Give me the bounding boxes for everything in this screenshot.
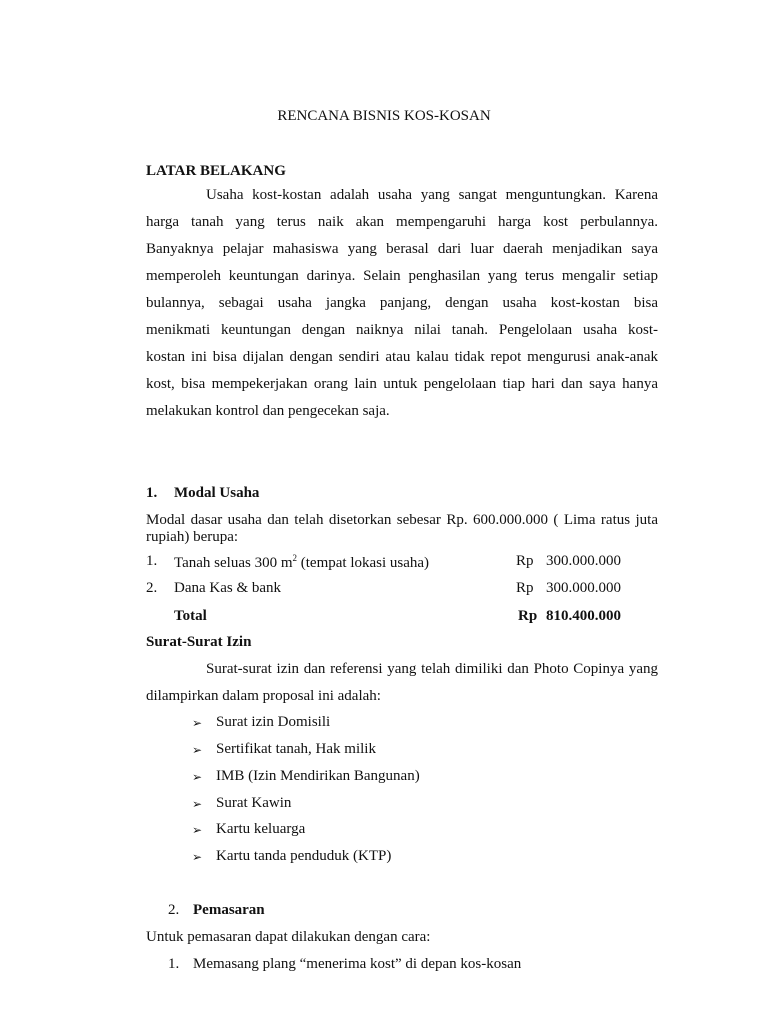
background-line-3: Banyaknya pelajar mahasiswa yang berasal dari luar daerah menjadikan saya bbox=[146, 241, 658, 257]
permits-line-1: Surat-surat izin dan referensi yang telah dimiliki dan Photo Copinya yang bbox=[206, 661, 658, 677]
permits-line-2: dilampirkan dalam proposal ini adalah: bbox=[146, 688, 381, 704]
arrow-bullet-icon: ➢ bbox=[192, 850, 203, 864]
permit-item: Kartu keluarga bbox=[216, 821, 306, 837]
background-line-7: kostan ini bisa dijalan dengan sendiri atau kalau tidak repot mengurusi anak-anak bbox=[146, 349, 658, 365]
marketing-item-text: Memasang plang “menerima kost” di depan kos-kosan bbox=[193, 956, 522, 972]
arrow-bullet-icon: ➢ bbox=[192, 797, 203, 811]
permit-item: Sertifikat tanah, Hak milik bbox=[216, 741, 376, 757]
permit-item: Surat izin Domisili bbox=[216, 714, 331, 730]
marketing-item-number: 1. bbox=[168, 956, 180, 972]
total-currency: Rp bbox=[518, 608, 538, 624]
marketing-heading: Pemasaran bbox=[193, 902, 265, 918]
total-label: Total bbox=[174, 608, 207, 624]
background-line-6: menikmati keuntungan dengan naiknya nilai tanah. Pengelolaan usaha kost- bbox=[146, 322, 658, 338]
arrow-bullet-icon: ➢ bbox=[192, 770, 203, 784]
capital-item-currency: Rp bbox=[516, 580, 534, 596]
arrow-bullet-icon: ➢ bbox=[192, 716, 203, 730]
background-line-9: melakukan kontrol dan pengecekan saja. bbox=[146, 403, 390, 419]
capital-intro-line-1: Modal dasar usaha dan telah disetorkan sebesar Rp. 600.000.000 ( Lima ratus juta bbox=[146, 512, 658, 528]
capital-number: 1. bbox=[146, 485, 158, 501]
background-line-2: harga tanah yang terus naik akan mempengaruhi harga kost perbulannya. bbox=[146, 214, 658, 230]
capital-item-number: 2. bbox=[146, 580, 158, 596]
document-title: RENCANA BISNIS KOS-KOSAN bbox=[277, 108, 491, 124]
background-line-8: kost, bisa mempekerjakan orang lain untuk pengelolaan tiap hari dan saya hanya bbox=[146, 376, 658, 392]
marketing-number: 2. bbox=[168, 902, 180, 918]
arrow-bullet-icon: ➢ bbox=[192, 743, 203, 757]
permits-heading: Surat-Surat Izin bbox=[146, 634, 252, 650]
background-line-4: memperoleh keuntungan darinya. Selain penghasilan yang terus mengalir setiap bbox=[146, 268, 658, 284]
capital-heading: Modal Usaha bbox=[174, 485, 260, 501]
total-amount: 810.400.000 bbox=[546, 608, 621, 624]
background-line-1: Usaha kost-kostan adalah usaha yang sangat menguntungkan. Karena bbox=[206, 187, 658, 203]
capital-item-label: Dana Kas & bank bbox=[174, 580, 282, 596]
arrow-bullet-icon: ➢ bbox=[192, 823, 203, 837]
capital-intro-line-2: rupiah) berupa: bbox=[146, 529, 239, 545]
capital-item-amount: 300.000.000 bbox=[546, 580, 621, 596]
permit-item: Surat Kawin bbox=[216, 795, 292, 811]
background-line-5: bulannya, sebagai usaha jangka panjang, dengan usaha kost-kostan bisa bbox=[146, 295, 658, 311]
capital-item-label: Tanah seluas 300 $m^2$ (tempat lokasi usaha) bbox=[174, 553, 430, 571]
capital-item-amount: 300.000.000 bbox=[546, 553, 621, 569]
permit-item: Kartu tanda penduduk (KTP) bbox=[216, 848, 392, 864]
capital-item-currency: Rp bbox=[516, 553, 534, 569]
marketing-intro: Untuk pemasaran dapat dilakukan dengan cara: bbox=[146, 929, 431, 945]
capital-item-number: 1. bbox=[146, 553, 158, 569]
background-heading: LATAR BELAKANG bbox=[146, 163, 286, 179]
permit-item: IMB (Izin Mendirikan Bangunan) bbox=[216, 768, 420, 784]
